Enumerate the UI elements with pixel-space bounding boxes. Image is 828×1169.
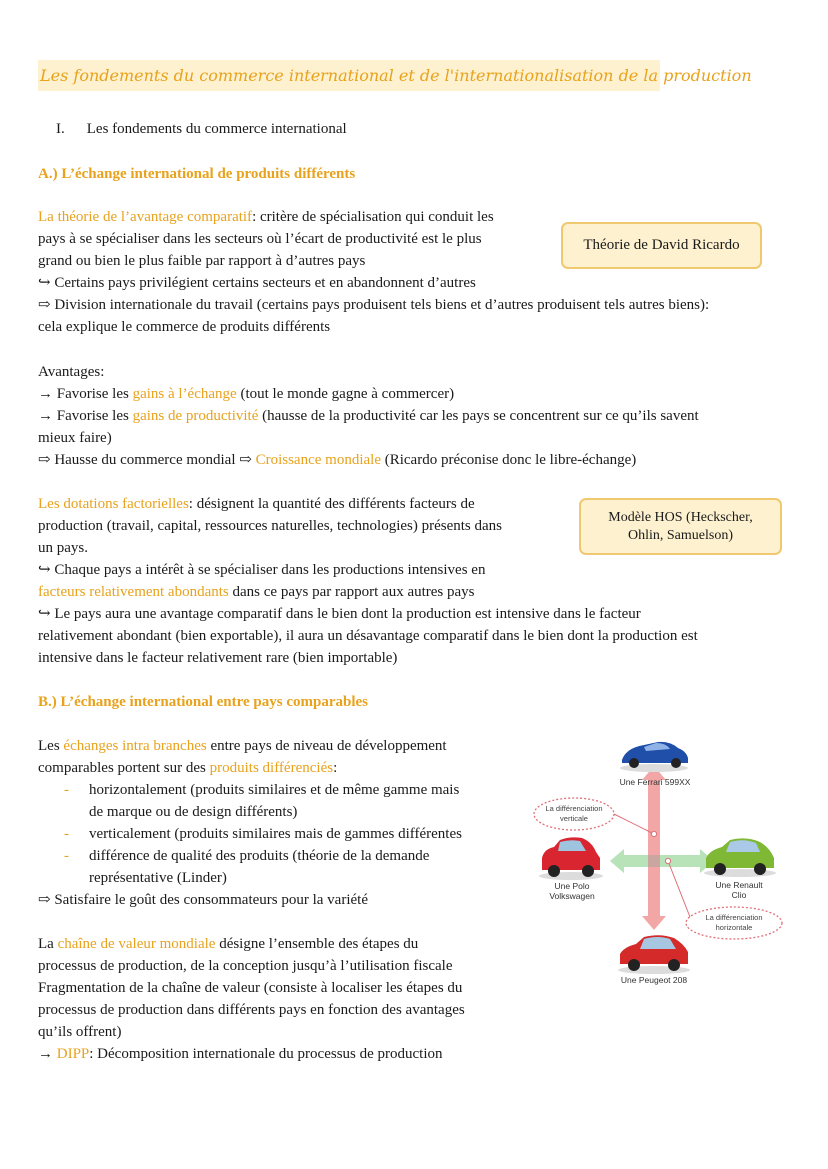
intra-line-1: Les échanges intra branches entre pays de niveau de développement xyxy=(38,738,447,754)
car-ferrari-icon xyxy=(620,742,688,772)
cvm-line-2: processus de production, de la conception jusqu’à l’utilisation fiscale xyxy=(38,958,453,974)
subsection-heading-b: B.) L’échange international entre pays comparables xyxy=(38,694,368,710)
label-horizontal-1: La différenciation xyxy=(705,913,763,922)
advantage-2-cont: mieux faire) xyxy=(38,430,112,446)
hos-line-3: un pays. xyxy=(38,540,88,556)
differentiation-diagram xyxy=(520,730,810,1000)
term-dotations-factorielles: Les dotations factorielles xyxy=(38,496,189,512)
horizontal-arrow xyxy=(610,849,714,873)
label-ferrari: Une Ferrari 599XX xyxy=(619,777,691,787)
label-vertical-1: La différenciation xyxy=(545,804,603,813)
hos-box-line-1: Modèle HOS (Heckscher, xyxy=(608,509,753,525)
ricardo-line-6: cela explique le commerce de produits différents xyxy=(38,319,331,335)
hos-line-4: ↪ Chaque pays a intérêt à se spécialiser dans les productions intensives en xyxy=(38,562,486,578)
term-gains-echange: gains à l’échange xyxy=(132,386,237,402)
advantages-label: Avantages: xyxy=(38,364,105,380)
ricardo-line-2: pays à se spécialiser dans les secteurs où l’écart de productivité est le plus xyxy=(38,231,482,247)
bullet-quality-line-1: différence de qualité des produits (théorie de la demande xyxy=(89,848,430,864)
hos-box xyxy=(579,498,782,555)
cvm-line-4: processus de production dans différents pays en fonction des avantages xyxy=(38,1002,465,1018)
term-echanges-intra-branches: échanges intra branches xyxy=(63,738,207,754)
intra-conclusion: ⇨ Satisfaire le goût des consommateurs pour la variété xyxy=(38,892,368,908)
oval-vertical xyxy=(534,798,657,837)
section-heading-1 xyxy=(56,118,347,140)
ricardo-box: Théorie de David Ricardo xyxy=(561,222,762,269)
car-peugeot-icon xyxy=(618,935,690,974)
term-dipp: DIPP xyxy=(56,1046,90,1062)
subsection-heading-a: A.) L’échange international de produits différents xyxy=(38,166,356,182)
page-title: Les fondements du commerce international et de l'internationalisation de la production xyxy=(38,60,660,91)
label-horizontal-2: horizontale xyxy=(715,923,753,932)
ricardo-line-1: La théorie de l’avantage comparatif: critère de spécialisation qui conduit les xyxy=(38,209,494,225)
cvm-line-6: → DIPP: Décomposition internationale du processus de production xyxy=(38,1046,443,1062)
bullet-dash: - xyxy=(64,848,69,864)
advantage-3: ⇨ Hausse du commerce mondial ⇨ Croissance mondiale (Ricardo préconise donc le libre-échange) xyxy=(38,452,637,468)
bullet-horizontal-line-2: de marque ou de design différents) xyxy=(89,804,298,820)
label-peugeot: Une Peugeot 208 xyxy=(620,975,688,985)
hos-line-8: intensive dans le facteur relativement rare (bien importable) xyxy=(38,650,398,666)
section-number: I. xyxy=(56,121,65,137)
term-chaine-valeur-mondiale: chaîne de valeur mondiale xyxy=(57,936,216,952)
intra-line-2: comparables portent sur des produits différenciés: xyxy=(38,760,338,776)
car-clio-icon xyxy=(704,838,776,877)
hos-line-6: ↪ Le pays aura une avantage comparatif dans le bien dont la production est intensive dans le facteur xyxy=(38,606,641,622)
label-vertical-2: verticale xyxy=(560,814,588,823)
term-gains-productivite: gains de productivité xyxy=(132,408,259,424)
cvm-line-5: qu’ils offrent) xyxy=(38,1024,122,1040)
term-facteurs-abondants: facteurs relativement abondants xyxy=(38,584,229,600)
bullet-dash: - xyxy=(64,782,69,798)
bullet-dash: - xyxy=(64,826,69,842)
label-clio-2: Clio xyxy=(731,890,747,900)
bullet-vertical: verticalement (produits similaires mais de gammes différentes xyxy=(89,826,462,842)
bullet-horizontal-line-1: horizontalement (produits similaires et de même gamme mais xyxy=(89,782,460,798)
ricardo-line-4: ↪ Certains pays privilégient certains secteurs et en abandonnent d’autres xyxy=(38,275,476,291)
term-croissance-mondiale: Croissance mondiale xyxy=(255,452,381,468)
term-produits-differencies: produits différenciés xyxy=(209,760,334,776)
cvm-line-1: La chaîne de valeur mondiale désigne l’ensemble des étapes du xyxy=(38,936,419,952)
hos-line-7: relativement abondant (bien exportable), il aura un désavantage comparatif dans le bien dont la production est xyxy=(38,628,698,644)
hos-line-2: production (travail, capital, ressources naturelles, technologies) présents dans xyxy=(38,518,503,534)
vertical-arrow xyxy=(642,766,666,930)
car-polo-icon xyxy=(539,837,603,880)
label-polo-2: Volkswagen xyxy=(549,891,595,901)
section-title: Les fondements du commerce international xyxy=(86,121,347,137)
hos-line-1: Les dotations factorielles: désignent la quantité des différents facteurs de xyxy=(38,496,475,512)
hos-box-line-2: Ohlin, Samuelson) xyxy=(628,527,733,543)
cvm-line-3: Fragmentation de la chaîne de valeur (consiste à localiser les étapes du xyxy=(38,980,463,996)
advantage-1: → Favorise les gains à l’échange (tout le monde gagne à commercer) xyxy=(38,386,455,402)
label-clio-1: Une Renault xyxy=(715,880,763,890)
term-avantage-comparatif: La théorie de l’avantage comparatif xyxy=(38,209,253,225)
label-polo-1: Une Polo xyxy=(554,881,590,891)
hos-line-5: facteurs relativement abondants dans ce pays par rapport aux autres pays xyxy=(38,584,475,600)
advantage-2: → Favorise les gains de productivité (hausse de la productivité car les pays se concentrent sur ce qu’ils savent xyxy=(38,408,699,424)
ricardo-line-3: grand ou bien le plus faible par rapport à d’autres pays xyxy=(38,253,366,269)
bullet-quality-line-2: représentative (Linder) xyxy=(89,870,227,886)
ricardo-line-5: ⇨ Division internationale du travail (certains pays produisent tels biens et d’autres produisent tels autres biens): xyxy=(38,297,710,313)
